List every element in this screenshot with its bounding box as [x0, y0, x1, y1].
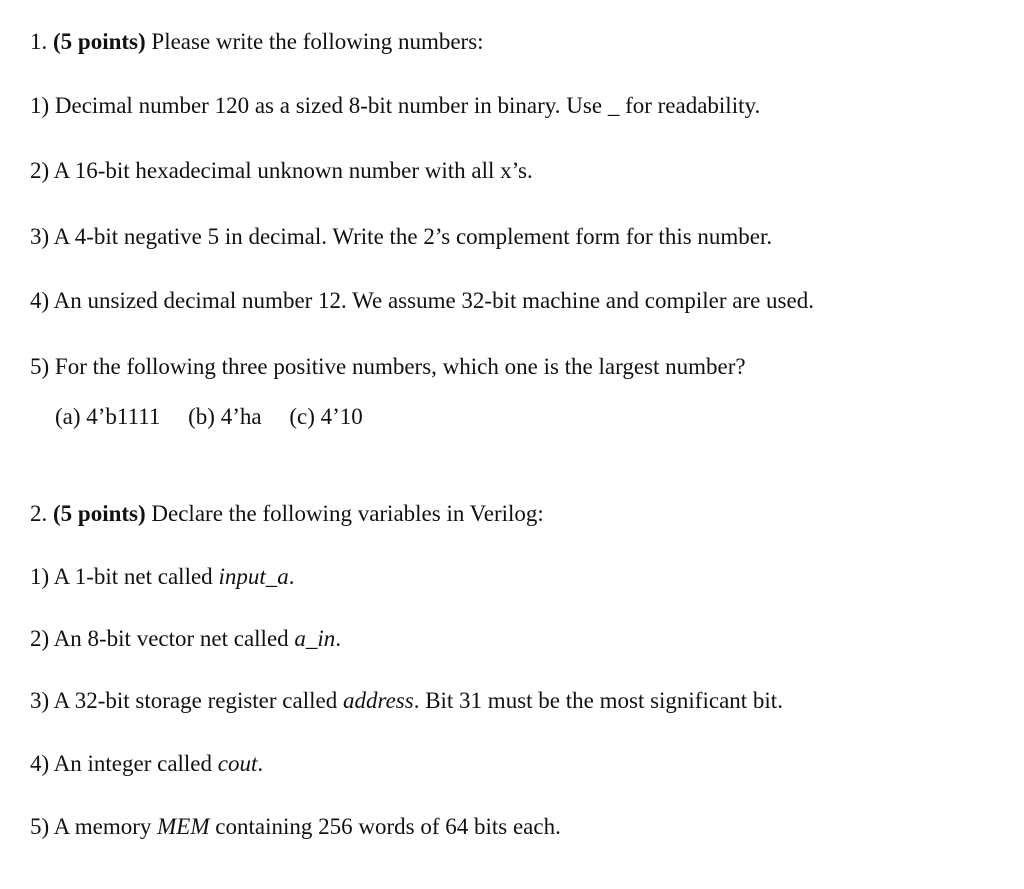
question-2-item-2 — [30, 627, 341, 650]
option-b: (b) 4’ha — [188, 404, 262, 429]
item-text: 3) A 32-bit storage register called — [30, 688, 343, 713]
identifier: a_in — [294, 626, 336, 651]
option-a: (a) 4’b1111 — [55, 404, 161, 429]
question-2-item-1 — [30, 565, 294, 588]
item-text: . — [335, 626, 342, 651]
item-text: containing 256 words of 64 bits each. — [209, 814, 561, 839]
question-2-item-3 — [30, 689, 783, 712]
identifier: input_a — [218, 564, 289, 589]
question-1-prompt: Please write the following numbers: — [151, 29, 484, 54]
question-2-heading — [30, 502, 544, 525]
identifier: cout — [217, 751, 258, 776]
item-text: . Bit 31 must be the most significant bit. — [413, 688, 783, 713]
identifier: address — [342, 688, 414, 713]
question-1-item-1: 1) Decimal number 120 as a sized 8-bit number in binary. Use _ for readability. — [30, 93, 761, 118]
question-2-prompt: Declare the following variables in Verilog: — [151, 501, 544, 526]
item-text: 5) A memory — [30, 814, 158, 839]
item-text: . — [257, 751, 264, 776]
question-1-item-5: 5) For the following three positive numbers, which one is the largest number? — [30, 354, 746, 379]
question-2-points: (5 points) — [53, 501, 146, 526]
option-c: (c) 4’10 — [289, 404, 363, 429]
question-1-number: 1. — [30, 29, 48, 54]
item-text: 1) A 1-bit net called — [30, 564, 219, 589]
item-text: 2) An 8-bit vector net called — [30, 626, 295, 651]
question-1-item-4: 4) An unsized decimal number 12. We assume 32-bit machine and compiler are used. — [30, 288, 814, 313]
question-2-item-5 — [30, 815, 561, 838]
question-1-item-3: 3) A 4-bit negative 5 in decimal. Write the 2’s complement form for this number. — [30, 224, 773, 249]
question-1-item-2: 2) A 16-bit hexadecimal unknown number with all x’s. — [30, 158, 533, 183]
question-1-points: (5 points) — [53, 29, 146, 54]
question-1-options — [55, 405, 363, 428]
item-text: . — [288, 564, 295, 589]
question-2-number: 2. — [30, 501, 48, 526]
identifier: MEM — [157, 814, 210, 839]
item-text: 4) An integer called — [30, 751, 218, 776]
question-2-item-4 — [30, 752, 263, 775]
question-1-heading — [30, 30, 484, 53]
